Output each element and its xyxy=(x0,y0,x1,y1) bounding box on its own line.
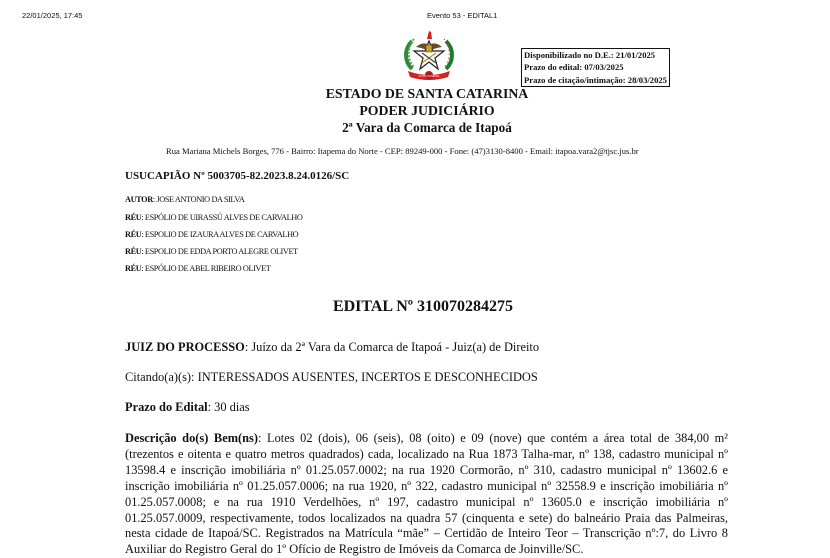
publication-info-box xyxy=(521,48,670,87)
judge-line xyxy=(125,340,539,355)
svg-text:SANTA CATARINA: SANTA CATARINA xyxy=(418,75,440,78)
process-number: USUCAPIÃO Nº 5003705-82.2023.8.24.0126/SC xyxy=(125,170,350,182)
description-label: Descrição do(s) Bem(ns) xyxy=(125,431,258,445)
party-role: RÉU xyxy=(125,264,142,273)
party-author xyxy=(125,195,244,204)
party-name: : ESPOLIO DE EDDA PORTO ALEGRE OLIVET xyxy=(141,247,298,256)
edital-deadline: Prazo do edital: 07/03/2025 xyxy=(524,62,624,73)
party-role: AUTOR xyxy=(125,195,153,204)
citando-line: Citando(a)(s): INTERESSADOS AUSENTES, INCERTOS E DESCONHECIDOS xyxy=(125,370,538,384)
party-name: : ESPÓLIO DE ABEL RIBEIRO OLIVET xyxy=(141,264,271,273)
court-address: Rua Mariana Michels Borges, 776 - Bairro: Itapema do Norte - CEP: 89249-000 - Fone: (47)3130-8400 - Email: itapoa.vara2@tjsc.jus.br xyxy=(166,146,639,156)
prazo-line xyxy=(125,400,250,415)
party-role: RÉU xyxy=(125,230,142,239)
edital-title: EDITAL Nº 310070284275 xyxy=(332,298,514,315)
prazo-value: : 30 dias xyxy=(207,400,250,414)
property-description xyxy=(125,431,728,558)
print-datetime: 22/01/2025, 17:45 xyxy=(22,11,83,20)
party-defendant xyxy=(125,247,298,256)
judge-label: JUIZ DO PROCESSO xyxy=(125,340,245,354)
state-heading: ESTADO DE SANTA CATARINA xyxy=(325,86,529,101)
party-defendant xyxy=(125,213,303,222)
party-defendant xyxy=(125,264,270,273)
party-name: : JOSE ANTONIO DA SILVA xyxy=(152,195,245,204)
description-text: : Lotes 02 (dois), 06 (seis), 08 (oito) e 09 (nove) que contém a área total de 384,00 m² (trezentos e oitenta e quatro metros quadrados) cada, localizado na Rua 1873 Talha-mar, nº 138, cadastro municipal nº 13598.4 e inscrição imobiliária nº 01.25.057.0002; na rua 1920 Cormorão, nº 310, cadastro municipal nº 13602.6 e inscrição imobiliária nº 01.25.057.0006; na rua 1920, nº 322, cadastro municipal nº 32558.9 e inscrição imobiliária nº 01.25.057.0008; e na rua 1910 Verdelhões, nº 197, cadastro municipal nº 13605.0 e inscrição imobiliária nº 01.25.057.0009, respectivamente, todos localizados na quadra 57 (cinquenta e sete) do balneário Praia das Palmeiras, nesta cidade de Itapoá/SC. Registrados na Matrícula “mãe” – Certidão de Inteiro Teor – Transcrição nº:7, do Livro 8 Auxiliar do Registro Geral do 1º Ofício de Registro de Imóveis da Comarca de Joinville/SC. xyxy=(125,431,728,557)
santa-catarina-coat-of-arms-icon xyxy=(400,27,458,83)
citation-deadline: Prazo de citação/intimação: 28/03/2025 xyxy=(524,74,667,85)
prazo-label: Prazo do Edital xyxy=(125,400,208,414)
party-name: : ESPOLIO DE IZAURA ALVES DE CARVALHO xyxy=(141,230,299,239)
party-name: : ESPÓLIO DE UIRASSÚ ALVES DE CARVALHO xyxy=(141,213,303,222)
event-label: Evento 53 - EDITAL1 xyxy=(427,11,498,20)
published-date: Disponibilizado no D.E.: 21/01/2025 xyxy=(524,50,656,60)
party-defendant xyxy=(125,230,298,239)
party-role: RÉU xyxy=(125,213,142,222)
judge-value: : Juízo da 2ª Vara da Comarca de Itapoá - Juiz(a) de Direito xyxy=(244,340,540,354)
court-heading: 2ª Vara da Comarca de Itapoá xyxy=(342,120,512,135)
party-role: RÉU xyxy=(125,247,142,256)
branch-heading: PODER JUDICIÁRIO xyxy=(359,103,495,118)
